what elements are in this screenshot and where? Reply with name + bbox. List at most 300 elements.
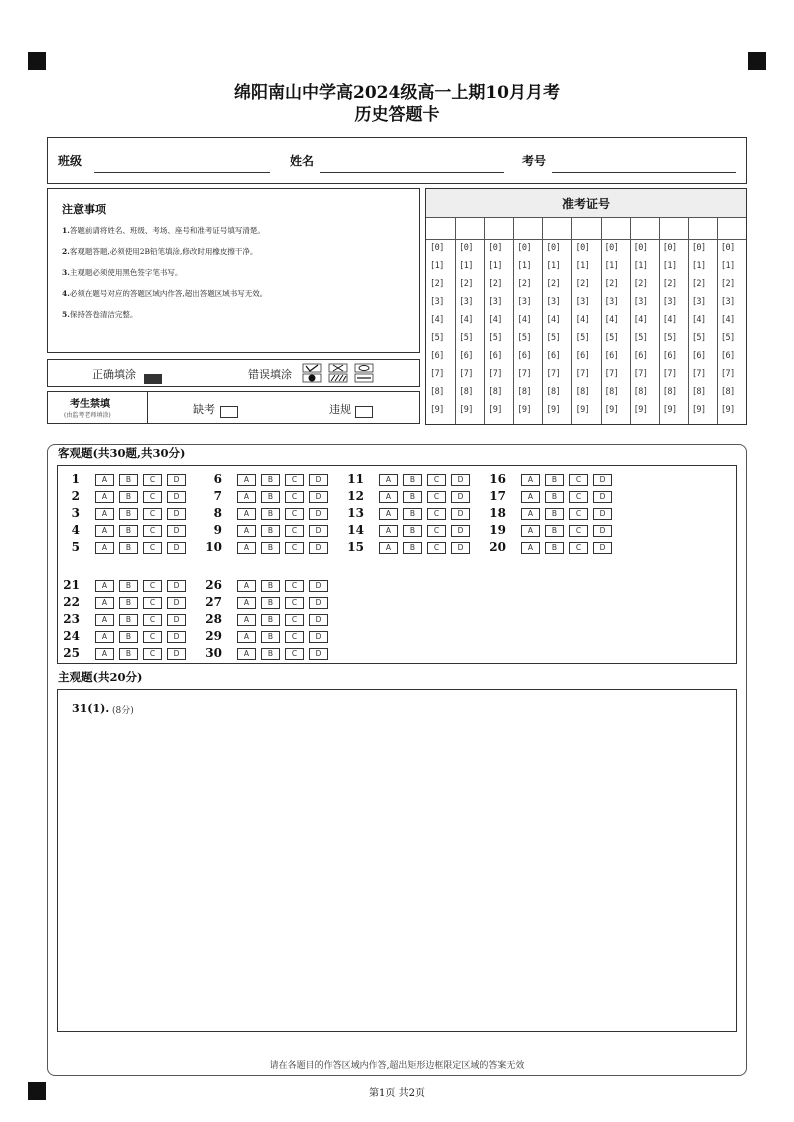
admission-digit-bubble[interactable]: [1] bbox=[691, 261, 706, 271]
admission-digit-bubble[interactable]: [3] bbox=[604, 297, 619, 307]
answer-option-bubble[interactable]: B bbox=[119, 597, 138, 609]
admission-digit-bubble[interactable]: [7] bbox=[546, 369, 561, 379]
admission-digit-bubble[interactable]: [6] bbox=[517, 351, 532, 361]
admission-digit-bubble[interactable]: [9] bbox=[546, 405, 561, 415]
question-number: 27 bbox=[205, 595, 222, 609]
objective-heading: 客观题(共30题,共30分) bbox=[58, 446, 186, 460]
admission-digit-bubble[interactable]: [6] bbox=[691, 351, 706, 361]
answer-option-bubble[interactable]: C bbox=[427, 508, 446, 520]
admission-column-divider bbox=[601, 217, 602, 424]
question-number: 29 bbox=[205, 629, 222, 643]
answer-option-bubble[interactable]: C bbox=[285, 508, 304, 520]
notice-item-text: 保持答卷清洁完整。 bbox=[69, 310, 138, 319]
answer-option-bubble[interactable]: B bbox=[119, 474, 138, 486]
answer-option-bubble[interactable]: C bbox=[569, 525, 588, 537]
answer-option-bubble[interactable]: D bbox=[451, 525, 470, 537]
admission-digit-bubble[interactable]: [1] bbox=[575, 261, 590, 271]
admission-digit-bubble[interactable]: [1] bbox=[430, 261, 444, 271]
admission-digit-bubble[interactable]: [5] bbox=[662, 333, 677, 343]
answer-option-bubble[interactable]: C bbox=[569, 474, 588, 486]
admission-digit-bubble[interactable]: [2] bbox=[720, 279, 735, 289]
answer-option-bubble[interactable]: A bbox=[237, 597, 256, 609]
question-number: 11 bbox=[347, 472, 364, 486]
answer-option-bubble[interactable]: B bbox=[403, 491, 422, 503]
admission-digit-bubble[interactable]: [5] bbox=[633, 333, 648, 343]
answer-option-bubble[interactable]: D bbox=[309, 525, 328, 537]
question-number: 23 bbox=[63, 612, 80, 626]
answer-option-bubble[interactable]: B bbox=[261, 648, 280, 660]
answer-option-bubble[interactable]: A bbox=[237, 580, 256, 592]
answer-option-bubble[interactable]: A bbox=[237, 474, 256, 486]
admission-digit-bubble[interactable]: [8] bbox=[633, 387, 648, 397]
admission-number-box bbox=[425, 188, 747, 425]
answer-option-bubble[interactable]: B bbox=[261, 474, 280, 486]
admission-digit-bubble[interactable]: [1] bbox=[720, 261, 735, 271]
admission-digit-bubble[interactable]: [3] bbox=[575, 297, 590, 307]
admission-digit-bubble[interactable]: [2] bbox=[575, 279, 590, 289]
answer-option-bubble[interactable]: A bbox=[521, 474, 540, 486]
admission-digit-bubble[interactable]: [9] bbox=[459, 405, 473, 415]
answer-option-bubble[interactable]: A bbox=[237, 491, 256, 503]
class-label: 班级 bbox=[58, 154, 83, 168]
answer-option-bubble[interactable]: B bbox=[119, 508, 138, 520]
admission-column-divider bbox=[630, 217, 631, 424]
answer-option-bubble[interactable]: D bbox=[167, 648, 186, 660]
admission-digit-bubble[interactable]: [3] bbox=[633, 297, 648, 307]
answer-option-bubble[interactable]: D bbox=[309, 631, 328, 643]
admission-digit-bubble[interactable]: [2] bbox=[662, 279, 677, 289]
answer-option-bubble[interactable]: D bbox=[309, 491, 328, 503]
answer-option-bubble[interactable]: C bbox=[143, 597, 162, 609]
question-number: 13 bbox=[347, 506, 364, 520]
answer-option-bubble[interactable]: B bbox=[403, 542, 422, 554]
admission-digit-bubble[interactable]: [4] bbox=[691, 315, 706, 325]
admission-digit-bubble[interactable]: [6] bbox=[430, 351, 444, 361]
admission-digit-bubble[interactable]: [6] bbox=[459, 351, 473, 361]
admission-column-divider bbox=[484, 217, 485, 424]
answer-option-bubble[interactable]: A bbox=[521, 525, 540, 537]
admission-digit-bubble[interactable]: [5] bbox=[604, 333, 619, 343]
answer-option-bubble[interactable]: D bbox=[309, 614, 328, 626]
question-number: 9 bbox=[213, 523, 222, 537]
notice-heading: 注意事项 bbox=[62, 203, 106, 216]
question-number: 16 bbox=[489, 472, 506, 486]
admission-digit-bubble[interactable]: [7] bbox=[430, 369, 444, 379]
admission-digit-bubble[interactable]: [4] bbox=[488, 315, 503, 325]
answer-option-bubble[interactable]: B bbox=[119, 491, 138, 503]
answer-option-bubble[interactable]: C bbox=[569, 491, 588, 503]
answer-area-warning: 请在各题目的作答区域内作答,超出矩形边框限定区域的答案无效 bbox=[269, 1061, 525, 1071]
admission-digit-bubble[interactable]: [3] bbox=[488, 297, 503, 307]
answer-option-bubble[interactable]: B bbox=[545, 508, 564, 520]
admission-digit-bubble[interactable]: [4] bbox=[517, 315, 532, 325]
admission-digit-bubble[interactable]: [8] bbox=[604, 387, 619, 397]
admission-digit-bubble[interactable]: [7] bbox=[459, 369, 473, 379]
answer-option-bubble[interactable]: A bbox=[379, 542, 398, 554]
violation-checkbox[interactable] bbox=[355, 401, 373, 420]
answer-option-bubble[interactable]: B bbox=[119, 614, 138, 626]
admission-digit-bubble[interactable]: [8] bbox=[546, 387, 561, 397]
answer-option-bubble[interactable]: B bbox=[545, 491, 564, 503]
admission-digit-bubble[interactable]: [0] bbox=[488, 243, 503, 253]
answer-option-bubble[interactable]: C bbox=[427, 491, 446, 503]
answer-option-bubble[interactable]: D bbox=[309, 508, 328, 520]
notice-item-number: 2. bbox=[62, 247, 70, 256]
question-number: 4 bbox=[71, 523, 80, 537]
admission-column-divider bbox=[717, 217, 718, 424]
answer-option-bubble[interactable]: A bbox=[95, 648, 114, 660]
admission-digit-bubble[interactable]: [8] bbox=[517, 387, 532, 397]
answer-option-bubble[interactable]: C bbox=[285, 474, 304, 486]
question-number: 5 bbox=[71, 540, 80, 554]
wrong-fill-icon bbox=[302, 363, 378, 383]
answer-option-bubble[interactable]: A bbox=[521, 508, 540, 520]
answer-option-bubble[interactable]: D bbox=[167, 474, 186, 486]
notice-item-number: 4. bbox=[62, 289, 70, 298]
answer-option-bubble[interactable]: D bbox=[451, 508, 470, 520]
answer-option-bubble[interactable]: A bbox=[521, 542, 540, 554]
answer-option-bubble[interactable]: D bbox=[309, 542, 328, 554]
admission-digit-bubble[interactable]: [9] bbox=[575, 405, 590, 415]
admission-digit-bubble[interactable]: [9] bbox=[662, 405, 677, 415]
admission-digit-bubble[interactable]: [6] bbox=[546, 351, 561, 361]
admission-digit-bubble[interactable]: [7] bbox=[662, 369, 677, 379]
admission-column-divider bbox=[542, 217, 543, 424]
answer-option-bubble[interactable]: D bbox=[451, 474, 470, 486]
admission-digit-bubble[interactable]: [3] bbox=[459, 297, 473, 307]
admission-digit-bubble[interactable]: [3] bbox=[662, 297, 677, 307]
admission-digit-bubble[interactable]: [5] bbox=[691, 333, 706, 343]
admission-digit-bubble[interactable]: [8] bbox=[459, 387, 473, 397]
admission-title: 准考证号 bbox=[561, 197, 610, 211]
admission-digit-bubble[interactable]: [0] bbox=[720, 243, 735, 253]
answer-option-bubble[interactable]: B bbox=[261, 508, 280, 520]
answer-option-bubble[interactable]: C bbox=[143, 631, 162, 643]
admission-digit-bubble[interactable]: [7] bbox=[575, 369, 590, 379]
exam-no-label: 考号 bbox=[522, 154, 547, 168]
notice-item-number: 3. bbox=[62, 268, 70, 277]
answer-option-bubble[interactable]: B bbox=[545, 474, 564, 486]
answer-option-bubble[interactable]: A bbox=[379, 508, 398, 520]
admission-digit-bubble[interactable]: [9] bbox=[720, 405, 735, 415]
answer-option-bubble[interactable]: C bbox=[285, 542, 304, 554]
question-number: 20 bbox=[489, 540, 506, 554]
answer-option-bubble[interactable]: D bbox=[167, 491, 186, 503]
question-number: 18 bbox=[489, 506, 506, 520]
notice-item-number: 5. bbox=[62, 310, 70, 319]
admission-digit-bubble[interactable]: [6] bbox=[633, 351, 648, 361]
name-field[interactable] bbox=[320, 172, 504, 173]
question-number: 14 bbox=[347, 523, 364, 537]
answer-option-bubble[interactable]: C bbox=[143, 542, 162, 554]
admission-digit-bubble[interactable]: [0] bbox=[691, 243, 706, 253]
answer-option-bubble[interactable]: C bbox=[285, 597, 304, 609]
admission-digit-bubble[interactable]: [7] bbox=[691, 369, 706, 379]
absent-label: 缺考 bbox=[193, 403, 215, 416]
notice-item bbox=[62, 246, 257, 257]
answer-option-bubble[interactable]: A bbox=[95, 614, 114, 626]
correct-fill-swatch bbox=[144, 368, 162, 387]
admission-entry-row-line bbox=[426, 239, 746, 240]
answer-option-bubble[interactable]: B bbox=[261, 491, 280, 503]
answer-option-bubble[interactable]: C bbox=[143, 491, 162, 503]
admission-digit-bubble[interactable]: [9] bbox=[633, 405, 648, 415]
answer-option-bubble[interactable]: D bbox=[167, 580, 186, 592]
prohibited-divider bbox=[147, 392, 148, 423]
answer-option-bubble[interactable]: B bbox=[403, 474, 422, 486]
absent-checkbox[interactable] bbox=[220, 401, 238, 420]
admission-digit-bubble[interactable]: [3] bbox=[691, 297, 706, 307]
question-number: 2 bbox=[71, 489, 80, 503]
answer-option-bubble[interactable]: C bbox=[427, 542, 446, 554]
admission-digit-bubble[interactable]: [7] bbox=[633, 369, 648, 379]
answer-option-bubble[interactable]: C bbox=[285, 648, 304, 660]
answer-option-bubble[interactable]: B bbox=[261, 597, 280, 609]
subjective-heading: 主观题(共20分) bbox=[58, 670, 143, 684]
card-title: 历史答题卡 bbox=[354, 105, 440, 125]
admission-digit-bubble[interactable]: [0] bbox=[604, 243, 619, 253]
answer-option-bubble[interactable]: A bbox=[379, 491, 398, 503]
admission-digit-bubble[interactable]: [2] bbox=[430, 279, 444, 289]
answer-option-bubble[interactable]: D bbox=[167, 614, 186, 626]
admission-digit-bubble[interactable]: [7] bbox=[604, 369, 619, 379]
admission-digit-bubble[interactable]: [5] bbox=[488, 333, 503, 343]
admission-digit-bubble[interactable]: [3] bbox=[430, 297, 444, 307]
corner-marker-top-left bbox=[28, 52, 46, 70]
answer-option-bubble[interactable]: C bbox=[143, 580, 162, 592]
admission-digit-bubble[interactable]: [3] bbox=[517, 297, 532, 307]
answer-option-bubble[interactable]: B bbox=[545, 525, 564, 537]
admission-digit-bubble[interactable]: [6] bbox=[604, 351, 619, 361]
answer-option-bubble[interactable]: D bbox=[167, 597, 186, 609]
prohibited-title: 考生禁填 bbox=[70, 399, 110, 410]
answer-option-bubble[interactable]: D bbox=[593, 474, 612, 486]
admission-digit-bubble[interactable]: [4] bbox=[575, 315, 590, 325]
answer-option-bubble[interactable]: B bbox=[545, 542, 564, 554]
admission-digit-bubble[interactable]: [5] bbox=[430, 333, 444, 343]
answer-option-bubble[interactable]: D bbox=[309, 648, 328, 660]
answer-option-bubble[interactable]: D bbox=[167, 525, 186, 537]
admission-digit-bubble[interactable]: [8] bbox=[720, 387, 735, 397]
answer-option-bubble[interactable]: B bbox=[261, 631, 280, 643]
answer-option-bubble[interactable]: D bbox=[593, 508, 612, 520]
exam-no-field[interactable] bbox=[552, 172, 736, 173]
notice-box bbox=[47, 188, 420, 353]
answer-option-bubble[interactable]: A bbox=[379, 525, 398, 537]
admission-digit-bubble[interactable]: [2] bbox=[517, 279, 532, 289]
question-number: 24 bbox=[63, 629, 80, 643]
question-number: 22 bbox=[63, 595, 80, 609]
question-number: 21 bbox=[63, 578, 80, 592]
answer-option-bubble[interactable]: C bbox=[143, 614, 162, 626]
admission-column-divider bbox=[688, 217, 689, 424]
admission-digit-bubble[interactable]: [5] bbox=[517, 333, 532, 343]
answer-option-bubble[interactable]: B bbox=[119, 542, 138, 554]
admission-digit-bubble[interactable]: [7] bbox=[517, 369, 532, 379]
violation-label: 违规 bbox=[329, 403, 351, 416]
admission-digit-bubble[interactable]: [6] bbox=[720, 351, 735, 361]
answer-option-bubble[interactable]: D bbox=[167, 508, 186, 520]
answer-option-bubble[interactable]: D bbox=[451, 491, 470, 503]
admission-digit-bubble[interactable]: [4] bbox=[546, 315, 561, 325]
answer-option-bubble[interactable]: B bbox=[119, 525, 138, 537]
admission-digit-bubble[interactable]: [6] bbox=[662, 351, 677, 361]
question-number: 8 bbox=[213, 506, 222, 520]
answer-option-bubble[interactable]: D bbox=[167, 631, 186, 643]
question-number: 6 bbox=[213, 472, 222, 486]
admission-column-divider bbox=[455, 217, 456, 424]
admission-digit-bubble[interactable]: [4] bbox=[430, 315, 444, 325]
admission-digit-bubble[interactable]: [2] bbox=[459, 279, 473, 289]
answer-option-bubble[interactable]: D bbox=[451, 542, 470, 554]
admission-digit-bubble[interactable]: [1] bbox=[517, 261, 532, 271]
admission-digit-bubble[interactable]: [9] bbox=[430, 405, 444, 415]
answer-option-bubble[interactable]: A bbox=[237, 508, 256, 520]
answer-option-bubble[interactable]: A bbox=[95, 542, 114, 554]
answer-option-bubble[interactable]: C bbox=[569, 542, 588, 554]
admission-digit-bubble[interactable]: [1] bbox=[546, 261, 561, 271]
admission-digit-bubble[interactable]: [9] bbox=[517, 405, 532, 415]
answer-option-bubble[interactable]: D bbox=[309, 474, 328, 486]
admission-digit-bubble[interactable]: [8] bbox=[488, 387, 503, 397]
admission-digit-bubble[interactable]: [0] bbox=[633, 243, 648, 253]
answer-option-bubble[interactable]: C bbox=[427, 474, 446, 486]
answer-option-bubble[interactable]: B bbox=[119, 631, 138, 643]
answer-option-bubble[interactable]: B bbox=[403, 525, 422, 537]
notice-item-text: 必须在题号对应的答题区域内作答,超出答题区域书写无效。 bbox=[69, 289, 268, 298]
admission-digit-bubble[interactable]: [0] bbox=[575, 243, 590, 253]
admission-digit-bubble[interactable]: [4] bbox=[633, 315, 648, 325]
admission-digit-bubble[interactable]: [4] bbox=[459, 315, 473, 325]
answer-option-bubble[interactable]: A bbox=[95, 525, 114, 537]
answer-option-bubble[interactable]: D bbox=[593, 525, 612, 537]
admission-digit-bubble[interactable]: [7] bbox=[488, 369, 503, 379]
notice-item bbox=[62, 267, 182, 278]
answer-option-bubble[interactable]: A bbox=[95, 508, 114, 520]
admission-digit-bubble[interactable]: [5] bbox=[575, 333, 590, 343]
question-number: 25 bbox=[63, 646, 80, 660]
student-info-box bbox=[47, 137, 747, 184]
answer-option-bubble[interactable]: B bbox=[119, 648, 138, 660]
admission-digit-bubble[interactable]: [4] bbox=[720, 315, 735, 325]
question-number: 26 bbox=[205, 578, 222, 592]
answer-option-bubble[interactable]: A bbox=[95, 631, 114, 643]
admission-digit-bubble[interactable]: [8] bbox=[691, 387, 706, 397]
answer-option-bubble[interactable]: A bbox=[95, 597, 114, 609]
admission-digit-bubble[interactable]: [6] bbox=[575, 351, 590, 361]
question-number: 15 bbox=[347, 540, 364, 554]
question-number: 1 bbox=[71, 472, 80, 486]
answer-option-bubble[interactable]: B bbox=[403, 508, 422, 520]
answer-option-bubble[interactable]: B bbox=[261, 614, 280, 626]
answer-option-bubble[interactable]: A bbox=[237, 631, 256, 643]
answer-option-bubble[interactable]: C bbox=[569, 508, 588, 520]
corner-marker-top-right bbox=[748, 52, 766, 70]
question-number: 28 bbox=[205, 612, 222, 626]
answer-option-bubble[interactable]: A bbox=[379, 474, 398, 486]
admission-digit-bubble[interactable]: [9] bbox=[488, 405, 503, 415]
answer-option-bubble[interactable]: C bbox=[285, 631, 304, 643]
admission-digit-bubble[interactable]: [0] bbox=[546, 243, 561, 253]
answer-option-bubble[interactable]: D bbox=[593, 491, 612, 503]
answer-option-bubble[interactable]: A bbox=[95, 474, 114, 486]
answer-option-bubble[interactable]: B bbox=[261, 525, 280, 537]
admission-digit-bubble[interactable]: [4] bbox=[604, 315, 619, 325]
answer-option-bubble[interactable]: A bbox=[237, 525, 256, 537]
answer-option-bubble[interactable]: C bbox=[285, 580, 304, 592]
notice-item-text: 客观题答题,必须使用2B铅笔填涂,修改时用橡皮擦干净。 bbox=[69, 247, 258, 256]
admission-digit-bubble[interactable]: [2] bbox=[633, 279, 648, 289]
answer-option-bubble[interactable]: B bbox=[261, 542, 280, 554]
answer-option-bubble[interactable]: C bbox=[143, 474, 162, 486]
admission-digit-bubble[interactable]: [2] bbox=[546, 279, 561, 289]
answer-option-bubble[interactable]: D bbox=[309, 580, 328, 592]
answer-option-bubble[interactable]: A bbox=[237, 614, 256, 626]
answer-option-bubble[interactable]: A bbox=[237, 542, 256, 554]
admission-digit-bubble[interactable]: [2] bbox=[488, 279, 503, 289]
admission-column-divider bbox=[571, 217, 572, 424]
admission-digit-bubble[interactable]: [0] bbox=[430, 243, 444, 253]
admission-digit-bubble[interactable]: [8] bbox=[575, 387, 590, 397]
answer-option-bubble[interactable]: B bbox=[261, 580, 280, 592]
answer-option-bubble[interactable]: C bbox=[143, 525, 162, 537]
question-number: 10 bbox=[205, 540, 222, 554]
admission-digit-bubble[interactable]: [1] bbox=[604, 261, 619, 271]
answer-option-bubble[interactable]: C bbox=[143, 648, 162, 660]
q31-answer-box[interactable] bbox=[57, 689, 737, 1032]
admission-digit-bubble[interactable]: [2] bbox=[604, 279, 619, 289]
admission-digit-bubble[interactable]: [9] bbox=[691, 405, 706, 415]
answer-option-bubble[interactable]: C bbox=[285, 525, 304, 537]
answer-option-bubble[interactable]: C bbox=[285, 614, 304, 626]
admission-digit-bubble[interactable]: [2] bbox=[691, 279, 706, 289]
answer-option-bubble[interactable]: D bbox=[309, 597, 328, 609]
admission-digit-bubble[interactable]: [3] bbox=[546, 297, 561, 307]
prohibited-subtitle: (由监考老师填涂) bbox=[64, 412, 111, 419]
answer-option-bubble[interactable]: A bbox=[95, 580, 114, 592]
answer-option-bubble[interactable]: D bbox=[167, 542, 186, 554]
admission-digit-bubble[interactable]: [5] bbox=[720, 333, 735, 343]
admission-digit-bubble[interactable]: [9] bbox=[604, 405, 619, 415]
class-field[interactable] bbox=[94, 172, 270, 173]
answer-option-bubble[interactable]: C bbox=[143, 508, 162, 520]
admission-digit-bubble[interactable]: [1] bbox=[459, 261, 473, 271]
answer-option-bubble[interactable]: C bbox=[427, 525, 446, 537]
answer-option-bubble[interactable]: C bbox=[285, 491, 304, 503]
admission-digit-bubble[interactable]: [5] bbox=[459, 333, 473, 343]
answer-option-bubble[interactable]: A bbox=[521, 491, 540, 503]
answer-option-bubble[interactable]: A bbox=[237, 648, 256, 660]
admission-digit-bubble[interactable]: [6] bbox=[488, 351, 503, 361]
answer-option-bubble[interactable]: B bbox=[119, 580, 138, 592]
admission-digit-bubble[interactable]: [0] bbox=[662, 243, 677, 253]
answer-option-bubble[interactable]: D bbox=[593, 542, 612, 554]
admission-digit-bubble[interactable]: [0] bbox=[517, 243, 532, 253]
admission-digit-bubble[interactable]: [5] bbox=[546, 333, 561, 343]
page-number: 第1页 共2页 bbox=[369, 1088, 425, 1099]
admission-digit-bubble[interactable]: [8] bbox=[662, 387, 677, 397]
admission-digit-bubble[interactable]: [4] bbox=[662, 315, 677, 325]
admission-digit-bubble[interactable]: [1] bbox=[633, 261, 648, 271]
admission-digit-bubble[interactable]: [0] bbox=[459, 243, 473, 253]
admission-digit-bubble[interactable]: [1] bbox=[662, 261, 677, 271]
answer-option-bubble[interactable]: A bbox=[95, 491, 114, 503]
admission-digit-bubble[interactable]: [1] bbox=[488, 261, 503, 271]
admission-digit-bubble[interactable]: [8] bbox=[430, 387, 444, 397]
admission-column-divider bbox=[659, 217, 660, 424]
admission-digit-bubble[interactable]: [3] bbox=[720, 297, 735, 307]
admission-digit-bubble[interactable]: [7] bbox=[720, 369, 735, 379]
